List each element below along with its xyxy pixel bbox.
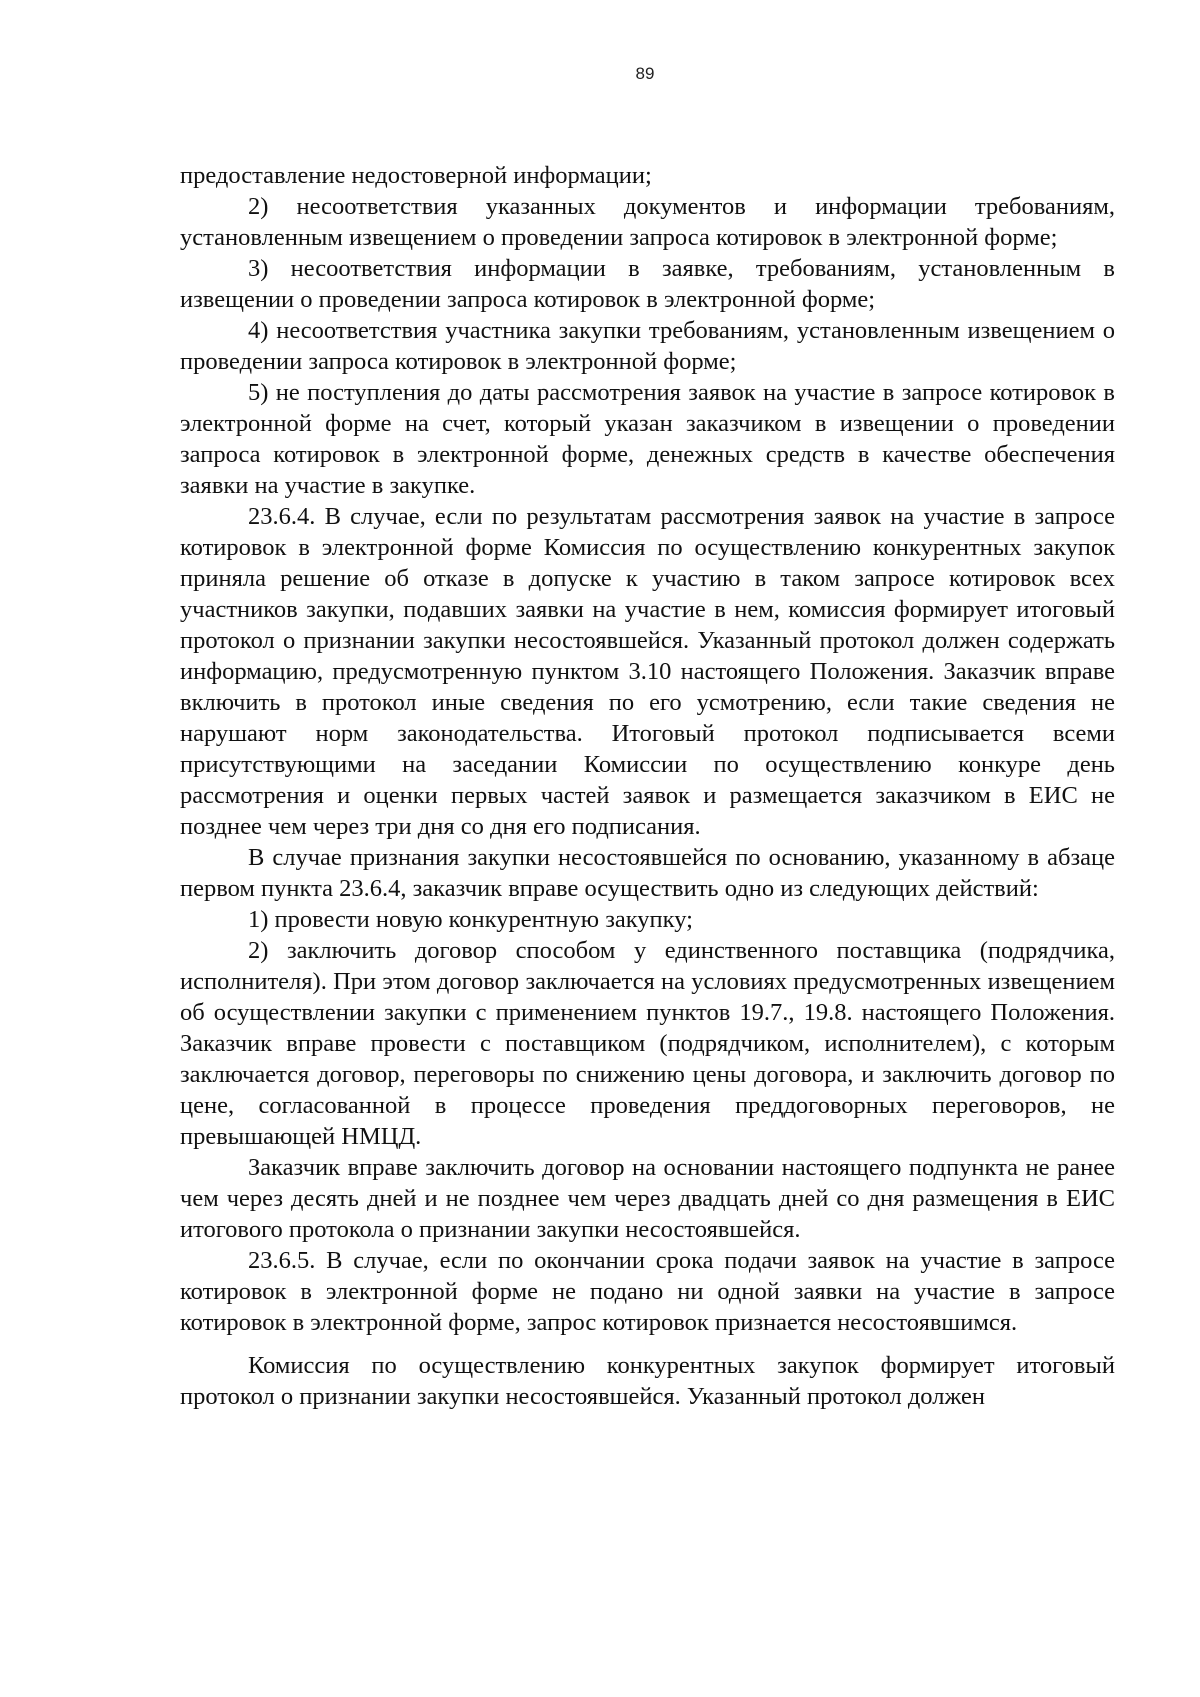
paragraph-commission-protocol: Комиссия по осуществлению конкурентных закупок формирует итоговый протокол о признании закупки несостоявшейся. Указанный протокол должен [180,1352,1115,1410]
page-number: 89 [635,64,655,83]
paragraph-contract-timing: Заказчик вправе заключить договор на основании настоящего подпункта не ранее чем через десять дней и не позднее чем через двадцать дней со дня размещения в ЕИС итогового протокола о признании закупки несостоявшейся. [180,1154,1115,1243]
option-item-1: 1) провести новую конкурентную закупку; [248,906,693,933]
list-item-4: 4) несоответствия участника закупки требованиям, установленным извещением о проведении запроса котировок в электронной форме; [180,317,1115,375]
clause-23-6-5: 23.6.5. В случае, если по окончании срока подачи заявок на участие в запросе котировок в электронной форме не подано ни одной заявки на участие в запросе котировок в электронной форме, запрос котировок признается несостоявшимся. [180,1247,1115,1336]
list-item-3: 3) несоответствия информации в заявке, требованиям, установленным в извещении о проведении запроса котировок в электронной форме; [180,255,1115,313]
clause-23-6-4: 23.6.4. В случае, если по результатам рассмотрения заявок на участие в запросе котировок в электронной форме Комиссия по осуществлению конкурентных закупок приняла решение об отказе в допуске к участию в таком запросе котировок всех участников закупки, подавших заявки на участие в нем, комиссия формирует итоговый протокол о признании закупки несостоявшейся. Указанный протокол должен содержать информацию, предусмотренную пунктом 3.10 настоящего Положения. Заказчик вправе включить в протокол иные сведения по его усмотрению, если такие сведения не нарушают норм законодательства. Итоговый протокол подписывается всеми присутствующими на заседании Комиссии по осуществлению конкуре день рассмотрения и оценки первых частей заявок и размещается заказчиком в ЕИС не позднее чем через три дня со дня его подписания. [180,503,1115,840]
option-item-2: 2) заключить договор способом у единственного поставщика (подрядчика, исполнителя). При этом договор заключается на условиях предусмотренных извещением об осуществлении закупки с применением пунктов 19.7., 19.8. настоящего Положения. Заказчик вправе провести с поставщиком (подрядчиком, исполнителем), с которым заключается договор, переговоры по снижению цены договора, и заключить договор по цене, согласованной в процессе проведения преддоговорных переговоров, не превышающей НМЦД. [180,937,1115,1150]
paragraph-failed-procurement: В случае признания закупки несостоявшейся по основанию, указанному в абзаце первом пункта 23.6.4, заказчик вправе осуществить одно из следующих действий: [180,844,1115,902]
list-item-2: 2) несоответствия указанных документов и информации требованиям, установленным извещением о проведении запроса котировок в электронной форме; [180,193,1115,251]
paragraph-continuation: предоставление недостоверной информации; [180,162,652,189]
list-item-5: 5) не поступления до даты рассмотрения заявок на участие в запросе котировок в электронной форме на счет, который указан заказчиком в извещении о проведении запроса котировок в электронной форме, денежных средств в качестве обеспечения заявки на участие в закупке. [180,379,1115,499]
document-body [180,160,1115,1412]
